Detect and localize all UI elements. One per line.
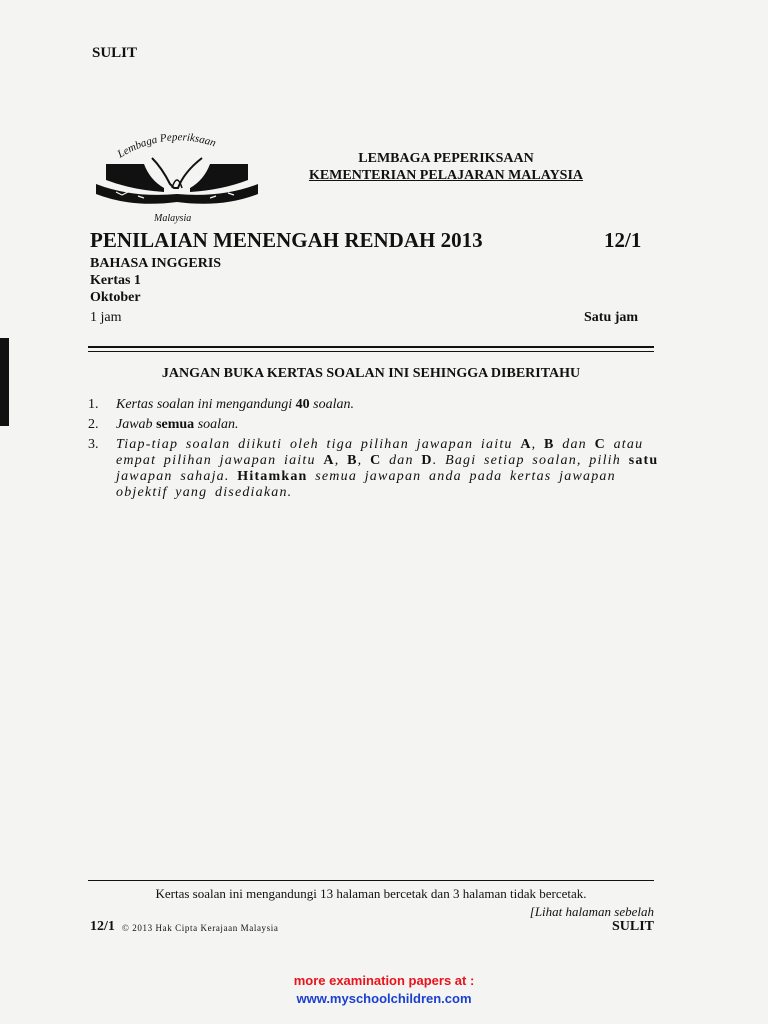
ministry-name: KEMENTERIAN PELAJARAN MALAYSIA [308,168,584,183]
emphasis-run: Hitamkan [237,469,308,484]
emphasis-run: A [323,453,335,468]
footer-rule [88,880,654,881]
text-run: . Bagi setiap soalan, pilih [432,453,629,468]
duration-words: Satu jam [584,310,639,325]
text-run: soalan. [309,397,355,412]
text-run: semua jawapan anda pada kertas jawapan objektif yang disediakan. [116,469,616,500]
instruction-number: 3. [88,437,99,452]
text-run: dan [554,437,595,452]
instruction-item [88,417,660,433]
exam-month: Oktober [90,290,141,305]
subject-block [90,255,221,306]
text-run: Tiap-tiap soalan diikuti oleh tiga pilihan jawapan iaitu [116,437,521,452]
text-run: , [531,437,545,452]
text-run: atau empat pilihan jawapan iaitu [116,437,644,468]
emphasis-run: B [544,437,555,452]
promo-website-link[interactable]: www.myschoolchildren.com [296,991,472,1006]
emphasis-run: semua [156,417,195,432]
text-run: jawapan sahaja. [116,469,238,484]
instructions-list [88,397,660,505]
header-rule-thick [88,346,654,348]
instruction-item [88,437,660,501]
text-run: soalan. [194,417,239,432]
emphasis-run: B [347,453,358,468]
subject-name: BAHASA INGGERIS [90,256,222,271]
page-count-note: Kertas soalan ini mengandungi 13 halaman bercetak dan 3 halaman tidak bercetak. [155,886,587,901]
duration: 1 jam [90,310,122,325]
text-run: dan [381,453,422,468]
classification-label-top: SULIT [92,45,138,61]
text-run: , [357,453,371,468]
svg-text:Lembaga Peperiksaan [115,131,218,161]
logo-bottom-text: Malaysia [154,213,192,224]
copyright-notice: © 2013 Hak Cipta Kerajaan Malaysia [122,923,279,933]
exam-board-logo [92,128,262,228]
promo-text: more examination papers at : [293,973,475,988]
scan-edge-bar [0,338,9,426]
instruction-text [116,417,660,433]
exam-title: PENILAIAN MENENGAH RENDAH 2013 [90,228,483,252]
emphasis-run: D [421,453,433,468]
emphasis-run: C [370,453,382,468]
agency-name: LEMBAGA PEPERIKSAAN [358,151,534,166]
emphasis-run: A [520,437,532,452]
classification-label-bottom: SULIT [611,919,654,934]
instruction-number: 2. [88,417,99,432]
instruction-text [116,397,660,413]
turn-page-note: [Lihat halaman sebelah [529,904,654,919]
paper-number: Kertas 1 [90,273,141,288]
instruction-item [88,397,660,413]
emphasis-run: satu [628,453,659,468]
emphasis-run: C [594,437,606,452]
header-rule-thin [88,351,654,352]
instruction-text [116,437,660,501]
paper-code: 12/1 [604,228,642,252]
logo-arc-text: Lembaga Peperiksaan [115,131,218,161]
text-run: , [334,453,348,468]
text-run: Kertas soalan ini mengandungi [116,397,296,412]
footer-paper-code: 12/1 [90,919,115,934]
do-not-open-warning: JANGAN BUKA KERTAS SOALAN INI SEHINGGA DIBERITAHU [161,366,581,381]
text-run: Jawab [116,417,157,432]
emphasis-run: 40 [295,397,310,412]
instruction-number: 1. [88,397,99,412]
agency-block [292,150,600,184]
